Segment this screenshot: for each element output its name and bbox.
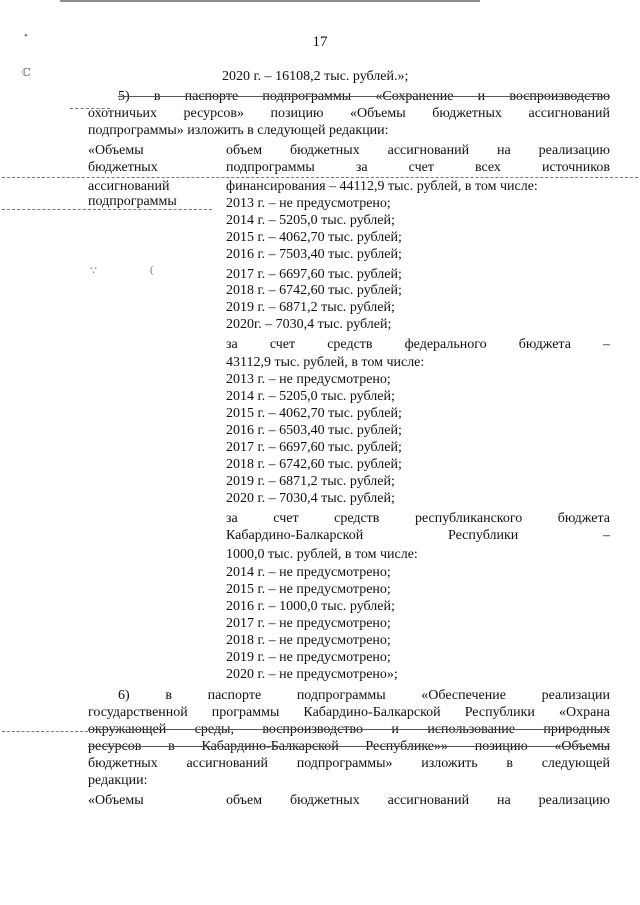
position1-line-31: 2020 г. – не предусмотрено»; bbox=[226, 667, 398, 682]
para6-line5: бюджетных ассигнований подпрограммы» изложить в следующей bbox=[88, 756, 610, 771]
page-number: 17 bbox=[312, 34, 328, 50]
position1-line-4: 2013 г. – не предусмотрено; bbox=[226, 196, 391, 211]
position1-line-12: за счет средств федерального бюджета – bbox=[226, 337, 610, 352]
scan-speck: ( bbox=[150, 264, 154, 276]
para5-line3: подпрограммы» изложить в следующей редакции: bbox=[88, 123, 389, 138]
para6-line4: ресурсов в Кабардино-Балкарской Республике»» позицию «Объемы bbox=[88, 739, 610, 754]
position1-label-2: бюджетных bbox=[88, 160, 158, 175]
para5-line2: охотничьих ресурсов» позицию «Объемы бюджетных ассигнований bbox=[88, 106, 610, 121]
position1-line-18: 2017 г. – 6697,60 тыс. рублей; bbox=[226, 440, 402, 455]
position1-line-27: 2016 г. – 1000,0 тыс. рублей; bbox=[226, 599, 395, 614]
position1-label-4: подпрограммы bbox=[88, 194, 177, 209]
position1-line-20: 2019 г. – 6871,2 тыс. рублей; bbox=[226, 474, 395, 489]
position1-line-13: 43112,9 тыс. рублей, в том числе: bbox=[226, 355, 425, 370]
position1-line-28: 2017 г. – не предусмотрено; bbox=[226, 616, 391, 631]
position2-line-1: объем бюджетных ассигнований на реализацию bbox=[226, 793, 610, 808]
scan-speck: ℂ bbox=[22, 67, 31, 79]
position1-line-1: объем бюджетных ассигнований на реализацию bbox=[226, 143, 610, 158]
position1-line-6: 2015 г. – 4062,70 тыс. рублей; bbox=[226, 230, 402, 245]
position1-line-16: 2015 г. – 4062,70 тыс. рублей; bbox=[226, 406, 402, 421]
position1-line-23: Кабардино-Балкарской Республики – bbox=[226, 528, 610, 543]
scan-speck: • bbox=[24, 30, 28, 42]
closing-line-2020: 2020 г. – 16108,2 тыс. рублей.»; bbox=[222, 69, 409, 84]
position1-line-17: 2016 г. – 6503,40 тыс. рублей; bbox=[226, 423, 402, 438]
position1-line-9: 2018 г. – 6742,60 тыс. рублей; bbox=[226, 283, 402, 298]
position1-line-15: 2014 г. – 5205,0 тыс. рублей; bbox=[226, 389, 395, 404]
position1-label-3: ассигнований bbox=[88, 179, 170, 194]
para5-line1: 5) в паспорте подпрограммы «Сохранение и воспроизводство bbox=[118, 89, 610, 104]
position1-line-30: 2019 г. – не предусмотрено; bbox=[226, 650, 391, 665]
position1-line-11: 2020г. – 7030,4 тыс. рублей; bbox=[226, 317, 392, 332]
position1-line-22: за счет средств республиканского бюджета bbox=[226, 511, 610, 526]
position2-label: «Объемы bbox=[88, 793, 144, 808]
position1-line-29: 2018 г. – не предусмотрено; bbox=[226, 633, 391, 648]
position1-line-21: 2020 г. – 7030,4 тыс. рублей; bbox=[226, 491, 395, 506]
para6-line6: редакции: bbox=[88, 773, 148, 788]
position1-line-24: 1000,0 тыс. рублей, в том числе: bbox=[226, 547, 418, 562]
position1-line-2: подпрограммы за счет всех источников bbox=[226, 160, 610, 175]
para6-line1: 6) в паспорте подпрограммы «Обеспечение реализации bbox=[118, 688, 610, 703]
position1-line-14: 2013 г. – не предусмотрено; bbox=[226, 372, 391, 387]
position1-line-25: 2014 г. – не предусмотрено; bbox=[226, 565, 391, 580]
para6-line3: окружающей среды, воспроизводство и использование природных bbox=[88, 722, 610, 737]
position1-label-1: «Объемы bbox=[88, 143, 144, 158]
position1-line-7: 2016 г. – 7503,40 тыс. рублей; bbox=[226, 247, 402, 262]
scan-rule bbox=[2, 731, 88, 732]
scan-speck: ∵ bbox=[90, 265, 97, 277]
position1-line-26: 2015 г. – не предусмотрено; bbox=[226, 582, 391, 597]
position1-line-5: 2014 г. – 5205,0 тыс. рублей; bbox=[226, 213, 395, 228]
para6-line2: государственной программы Кабардино-Балкарской Республики «Охрана bbox=[88, 705, 610, 720]
scan-rule bbox=[70, 108, 110, 109]
position1-line-8: 2017 г. – 6697,60 тыс. рублей; bbox=[226, 267, 402, 282]
position1-line-3: финансирования – 44112,9 тыс. рублей, в том числе: bbox=[226, 179, 538, 194]
position1-line-19: 2018 г. – 6742,60 тыс. рублей; bbox=[226, 457, 402, 472]
position1-line-10: 2019 г. – 6871,2 тыс. рублей; bbox=[226, 300, 395, 315]
scan-top-edge bbox=[60, 0, 480, 6]
